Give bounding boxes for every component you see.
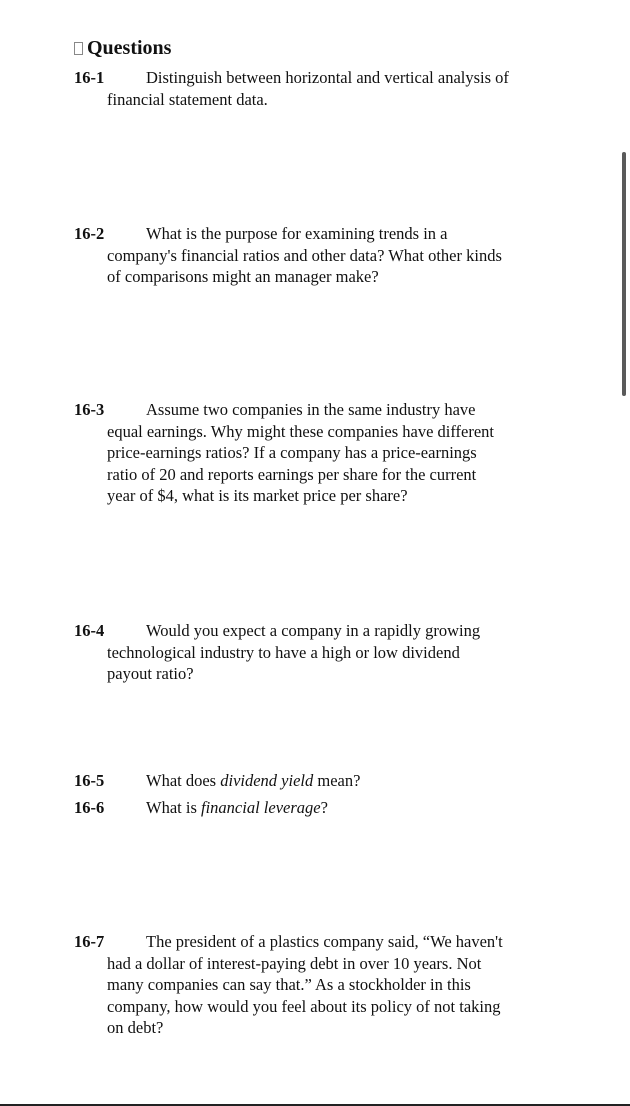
question-line: of comparisons might an manager make? <box>107 267 379 286</box>
vertical-scrollbar[interactable] <box>622 152 626 396</box>
question-line: Distinguish between horizontal and vertical analysis of <box>146 68 509 87</box>
question-emphasis: dividend yield <box>220 771 314 790</box>
question-line: Would you expect a company in a rapidly growing <box>146 621 481 640</box>
question-line: year of $4, what is its market price per share? <box>107 486 408 505</box>
question-text-suffix: ? <box>320 798 328 817</box>
question-16-5 <box>74 770 564 792</box>
question-line: equal earnings. Why might these companies have different <box>107 421 495 441</box>
section-heading-text: Questions <box>87 37 172 59</box>
question-line: many companies can say that.” As a stockholder in this <box>107 975 471 994</box>
question-line: technological industry to have a high or low dividend <box>107 642 460 662</box>
question-16-4 <box>74 620 564 685</box>
question-line: payout ratio? <box>107 664 194 683</box>
question-text-suffix: mean? <box>313 771 361 790</box>
question-text-prefix: What is <box>146 798 201 817</box>
question-16-3 <box>74 399 564 507</box>
question-line: on debt? <box>107 1018 164 1037</box>
question-number: 16-3 <box>74 400 105 419</box>
question-text-prefix: What does <box>146 771 221 790</box>
question-16-6 <box>74 797 564 819</box>
question-line: The president of a plastics company said, “We haven't <box>146 932 503 951</box>
question-emphasis: financial leverage <box>201 798 321 817</box>
question-number: 16-2 <box>74 224 105 243</box>
question-line: What is the purpose for examining trends in a <box>146 224 448 243</box>
question-line: ratio of 20 and reports earnings per share for the current <box>107 464 477 484</box>
question-line: company's financial ratios and other data? What other kinds <box>107 245 502 265</box>
question-line: price-earnings ratios? If a company has a price-earnings <box>107 443 477 462</box>
section-heading <box>74 36 171 60</box>
question-line: had a dollar of interest-paying debt in over 10 years. Not <box>107 953 482 973</box>
missing-glyph-box-icon <box>74 42 83 55</box>
question-number: 16-6 <box>74 798 105 817</box>
question-number: 16-5 <box>74 771 105 790</box>
question-16-2 <box>74 223 564 288</box>
question-line: financial statement data. <box>107 89 268 109</box>
question-number: 16-4 <box>74 621 105 640</box>
question-number: 16-7 <box>74 932 105 951</box>
question-16-7 <box>74 931 564 1039</box>
question-line: company, how would you feel about its policy of not taking <box>107 996 501 1016</box>
question-16-1 <box>74 67 564 110</box>
question-number: 16-1 <box>74 68 105 87</box>
question-line: Assume two companies in the same industry have <box>146 400 476 419</box>
